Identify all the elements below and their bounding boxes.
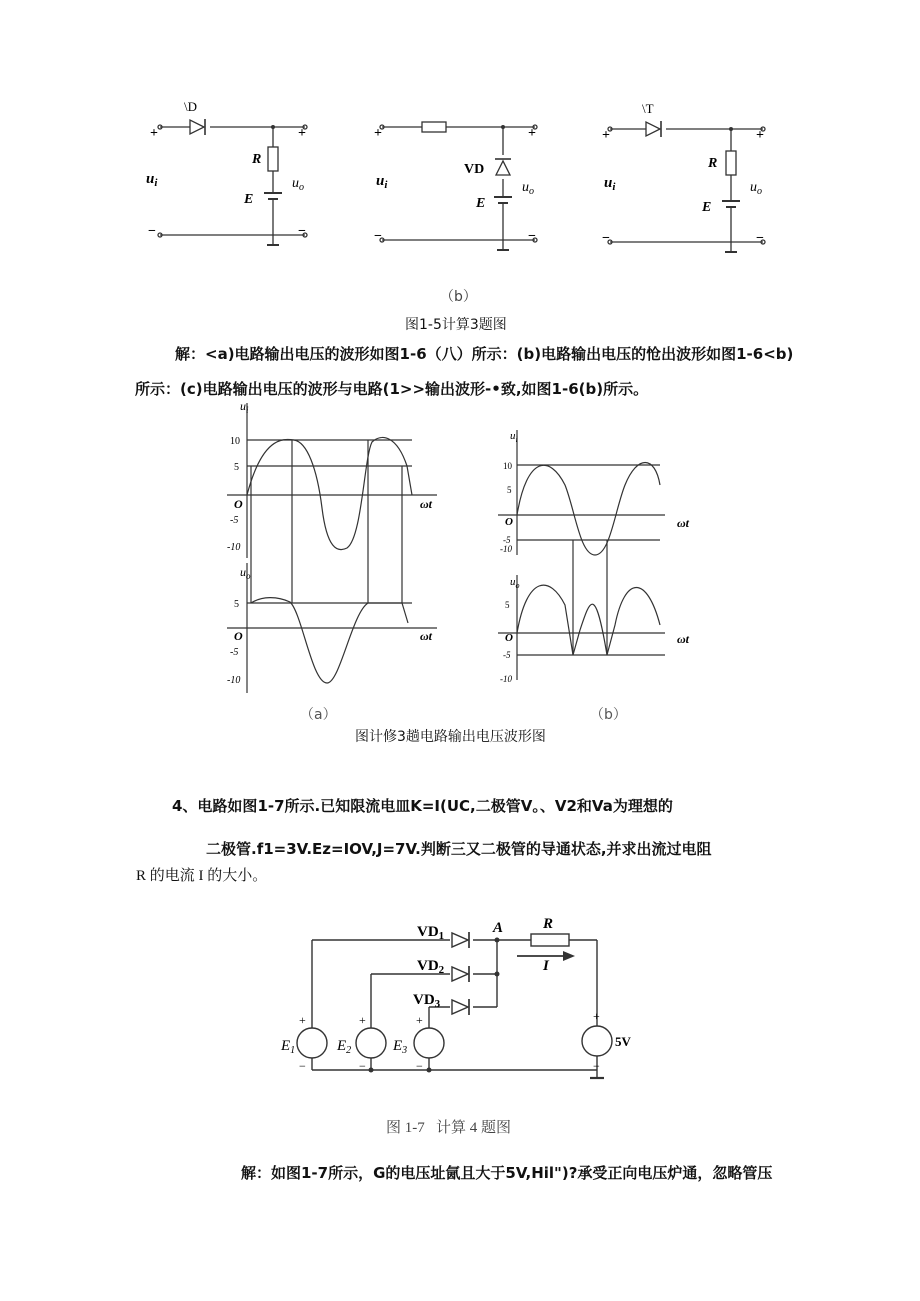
svg-text:ui: $u_i$ <box>146 171 158 189</box>
diode-label: \T <box>642 101 654 116</box>
voltage-source-icon <box>297 1028 327 1058</box>
svg-text:ωt: ωt <box>420 497 433 511</box>
svg-text:ωt: ωt <box>420 629 433 643</box>
svg-text:-5: -5 <box>230 647 239 658</box>
svg-text:-5: -5 <box>503 535 511 545</box>
problem4-line1: 4、电路如图1-7所示.已知限流电皿K=I(UC,二极管V。、V2和Va为理想的 <box>172 797 673 815</box>
svg-text:+: + <box>602 128 610 143</box>
svg-text:−: − <box>416 1059 423 1073</box>
svg-text:+: + <box>756 128 764 143</box>
svg-text:ui: $u_i$ <box>510 430 518 444</box>
svg-text:A: A <box>493 920 504 936</box>
svg-text:−: − <box>528 229 536 244</box>
svg-text:+: + <box>298 126 306 141</box>
svg-text:R: R <box>252 152 262 167</box>
fig15-circuit-middle <box>370 95 550 260</box>
svg-text:+: + <box>528 126 536 141</box>
fig17-caption: 图 1-7 计算 4 题图 <box>386 1120 511 1136</box>
diode-icon <box>452 1000 468 1014</box>
svg-text:10: 10 <box>503 461 512 471</box>
svg-text:5: 5 <box>505 600 510 610</box>
svg-text:E: E <box>702 200 712 215</box>
uo-wave-b <box>517 585 660 655</box>
svg-text:ui: $u_i$ <box>604 175 616 193</box>
svg-text:uo: $u_o$ <box>510 576 520 590</box>
zener-label: VD <box>464 162 485 177</box>
problem4-line2: 二极管.f1=3V.Ez=IOV,J=7V.判断三又二极管的导通状态,并求出流过电阻 <box>206 840 712 858</box>
svg-text:I: I <box>543 958 549 974</box>
svg-text:+: + <box>299 1013 306 1027</box>
uo-wave-a <box>251 598 408 683</box>
svg-text:−: − <box>359 1059 366 1073</box>
solution3-line2: 所示：(c)电路输出电压的波形与电路(1>>输出波形-•致,如图1-6(b)所示。 <box>135 380 649 398</box>
svg-text:+: + <box>593 1009 600 1023</box>
svg-text:−: − <box>593 1059 600 1073</box>
svg-text:−: − <box>148 224 156 239</box>
svg-text:uo: $u_o$ <box>292 176 304 193</box>
diode-icon <box>452 933 468 947</box>
svg-text:10: 10 <box>230 436 240 447</box>
svg-text:−: − <box>298 224 306 239</box>
svg-text:uo: $u_o$ <box>750 180 762 197</box>
diode-label: \D <box>184 99 197 114</box>
zener-diode-icon <box>496 161 510 175</box>
svg-text:-10: -10 <box>500 544 512 554</box>
svg-text:−: − <box>602 231 610 246</box>
svg-text:-10: -10 <box>227 542 241 553</box>
solution3-line1: 解：<a)电路输出电压的波形如图1-6（八）所示：(b)电路输出电压的怆出波形如图1-6<b) <box>175 345 794 363</box>
svg-text:-5: -5 <box>503 650 511 660</box>
svg-text:O: O <box>234 497 243 511</box>
fig15-caption: 图1-5计算3题图 <box>405 317 507 333</box>
fig15-sublabel: （b） <box>440 289 477 305</box>
svg-text:ui: $u_i$ <box>240 399 249 415</box>
svg-text:5: 5 <box>234 599 239 610</box>
svg-text:5V: 5V <box>615 1034 631 1049</box>
svg-text:-10: -10 <box>227 675 241 686</box>
svg-text:ωt: ωt <box>677 516 690 530</box>
svg-text:E: E <box>244 192 254 207</box>
problem4-line3: R 的电流 I 的大小。 <box>136 868 268 884</box>
fig17-circuit <box>281 912 645 1087</box>
svg-text:E1: $E_1$ <box>281 1038 296 1056</box>
svg-text:5: 5 <box>507 485 512 495</box>
svg-text:uo: $u_o$ <box>522 180 534 197</box>
svg-text:E2: $E_2$ <box>337 1038 352 1056</box>
ui-sine-b <box>517 463 660 556</box>
svg-text:VD2: $VD_2$ <box>417 958 445 976</box>
diode-icon <box>646 122 660 136</box>
fig16-sublabel-a: （a） <box>300 707 337 723</box>
svg-text:-5: -5 <box>230 515 239 526</box>
voltage-source-icon <box>356 1028 386 1058</box>
fig15-circuit-left <box>140 95 320 260</box>
svg-text:5: 5 <box>234 462 239 473</box>
fig16-waveform-a <box>222 398 462 708</box>
svg-text:+: + <box>416 1013 423 1027</box>
svg-text:uo: $u_o$ <box>240 565 251 581</box>
svg-text:−: − <box>756 231 764 246</box>
solution4-line1: 解：如图1-7所示，G的电压址氤且大于5V,Hil")?承受正向电压炉通，忽略管压 <box>241 1164 773 1182</box>
svg-text:R: R <box>708 156 718 171</box>
fig16-caption: 图计修3趟电路输出电压波形图 <box>355 729 546 745</box>
voltage-source-icon <box>414 1028 444 1058</box>
svg-text:−: − <box>299 1059 306 1073</box>
voltage-source-icon <box>582 1026 612 1056</box>
svg-text:E: E <box>476 196 486 211</box>
diode-icon <box>452 967 468 981</box>
svg-text:O: O <box>505 516 513 528</box>
svg-text:E3: $E_3$ <box>393 1038 408 1056</box>
svg-text:+: + <box>150 126 158 141</box>
current-arrow-icon <box>563 951 575 961</box>
svg-text:VD1: $VD_1$ <box>417 924 445 942</box>
svg-text:+: + <box>359 1013 366 1027</box>
fig15-circuit-right <box>598 95 778 260</box>
svg-text:VD3: $VD_3$ <box>413 992 441 1010</box>
fig16-sublabel-b: （b） <box>590 707 627 723</box>
svg-text:-10: -10 <box>500 674 512 684</box>
fig16-waveform-b <box>495 425 705 695</box>
svg-text:O: O <box>234 629 243 643</box>
svg-text:ui: $u_i$ <box>376 173 388 191</box>
svg-text:O: O <box>505 632 513 644</box>
svg-text:+: + <box>374 126 382 141</box>
svg-text:−: − <box>374 229 382 244</box>
diode-icon <box>190 120 204 134</box>
svg-text:ωt: ωt <box>677 632 690 646</box>
svg-text:R: R <box>543 916 554 932</box>
ui-sine-a <box>247 438 412 550</box>
